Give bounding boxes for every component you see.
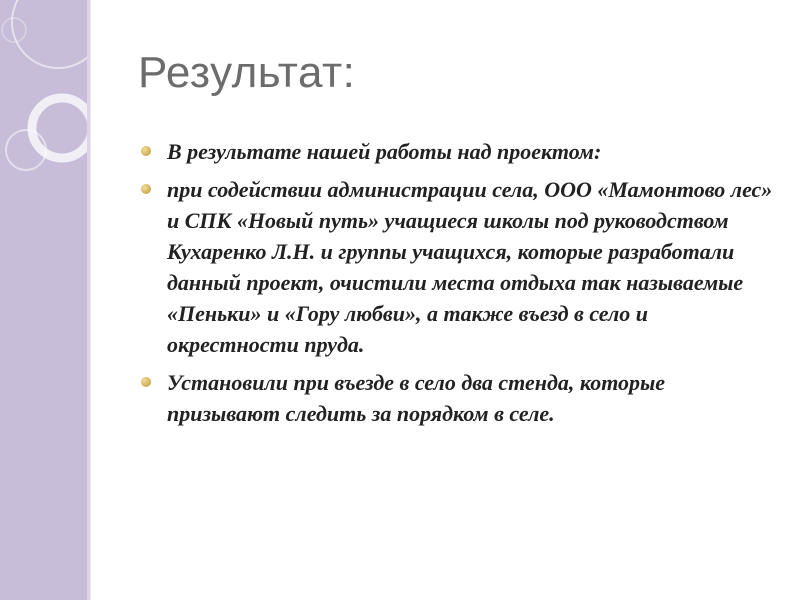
bullet-dot-icon	[141, 184, 151, 194]
bullet-dot-icon	[141, 146, 151, 156]
slide-title: Результат:	[138, 48, 356, 97]
decorative-sidebar	[0, 0, 87, 600]
bullet-item	[138, 367, 778, 429]
bullet-text: В результате нашей работы над проектом:	[167, 139, 602, 164]
bullet-item	[138, 136, 778, 167]
decorative-ring	[32, 98, 87, 158]
decorative-ring	[12, 0, 87, 68]
bullet-item	[138, 174, 778, 360]
decorative-circles	[0, 0, 87, 600]
bullet-text: при содействии администрации села, ООО «Мамонтово лес» и СПК «Новый путь» учащиеся школы под руководством Кухаренко Л.Н. и группы учащихся, которые разработали данный проект, очистили места отдыха так называемые «Пеньки» и «Гору любви», а также въезд в село и окрестности пруда.	[167, 177, 773, 357]
bullet-list	[138, 136, 778, 436]
bullet-dot-icon	[141, 377, 151, 387]
sidebar-divider	[90, 0, 91, 600]
bullet-text: Установили при въезде в село два стенда, которые призывают следить за порядком в селе.	[167, 370, 666, 426]
